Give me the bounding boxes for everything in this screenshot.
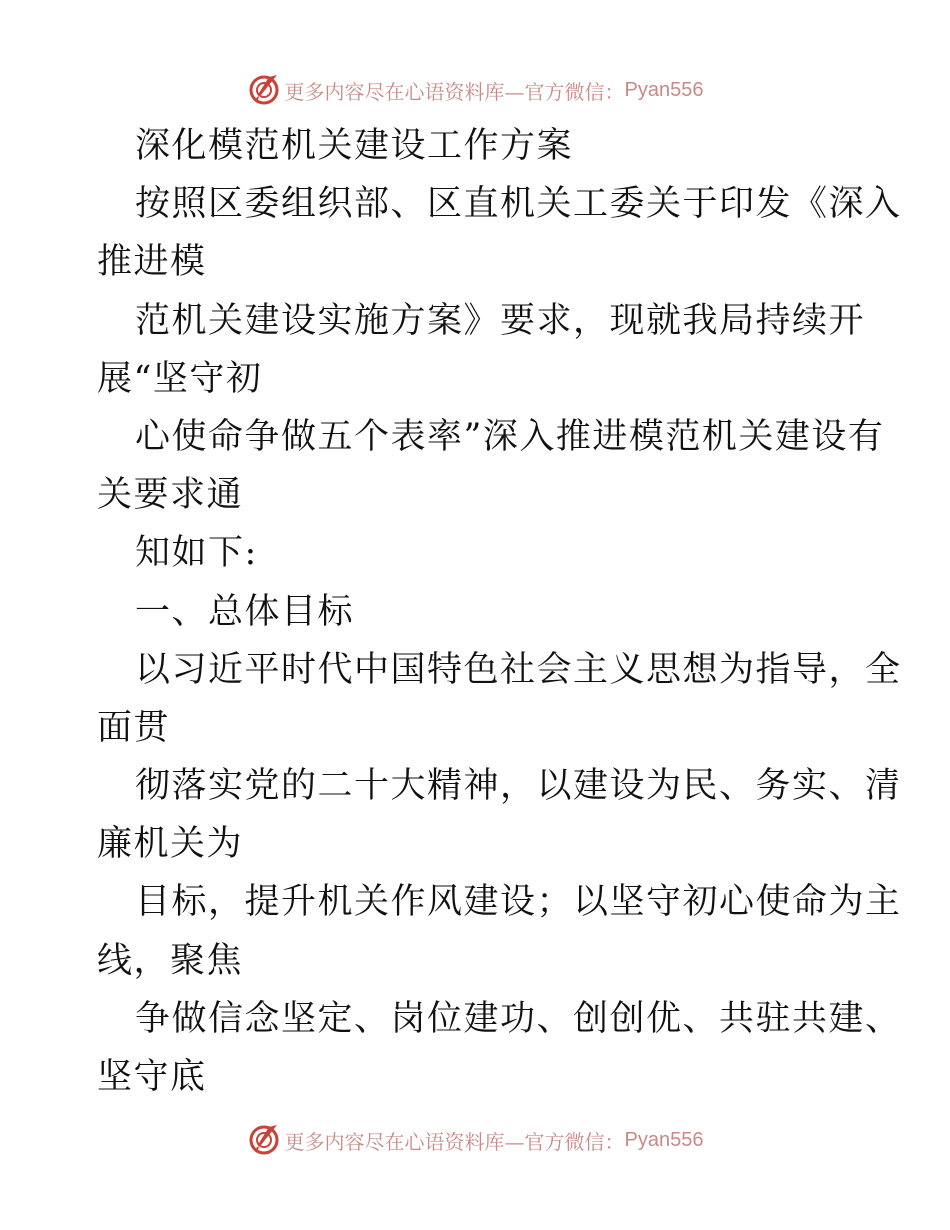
watermark-header (0, 70, 950, 110)
text-line: 知如下: (135, 533, 258, 574)
watermark-footer (0, 1120, 950, 1160)
text-line: 心使命争做五个表率”深入推进模范机关建设有 (135, 416, 885, 457)
text-line: 范机关建设实施方案》要求，现就我局持续开 (135, 300, 866, 341)
text-line: 线，聚焦 (97, 940, 244, 981)
text-line: 争做信念坚定、岗位建功、创创优、共驻共建、 (135, 998, 902, 1039)
text-line: 关要求通 (97, 475, 244, 516)
watermark-wechat-id: Pyan556 (624, 78, 704, 101)
document-body (97, 117, 902, 1106)
text-line: 坚守底 (97, 1057, 207, 1097)
watermark-wechat-id: Pyan556 (624, 1128, 704, 1151)
text-line: 展“坚守初 (97, 358, 263, 399)
text-line: 一、总体目标 (135, 591, 355, 632)
text-line: 以习近平时代中国特色社会主义思想为指导，全 (135, 649, 902, 690)
watermark-text: 更多内容尽在心语资料库—官方微信： (284, 79, 625, 104)
text-line: 彻落实党的二十大精神，以建设为民、务实、清 (135, 766, 902, 807)
pen-logo-icon (247, 73, 281, 107)
text-line: 廉机关为 (97, 824, 244, 865)
text-line: 面贯 (97, 707, 171, 748)
text-line: 按照区委组织部、区直机关工委关于印发《深入 (135, 184, 902, 225)
text-line: 深化模范机关建设工作方案 (135, 126, 574, 166)
text-line: 推进模 (97, 242, 207, 283)
pen-logo-icon (247, 1123, 281, 1157)
watermark-text: 更多内容尽在心语资料库—官方微信： (284, 1129, 625, 1154)
text-line: 目标，提升机关作风建设；以坚守初心使命为主 (135, 882, 902, 923)
